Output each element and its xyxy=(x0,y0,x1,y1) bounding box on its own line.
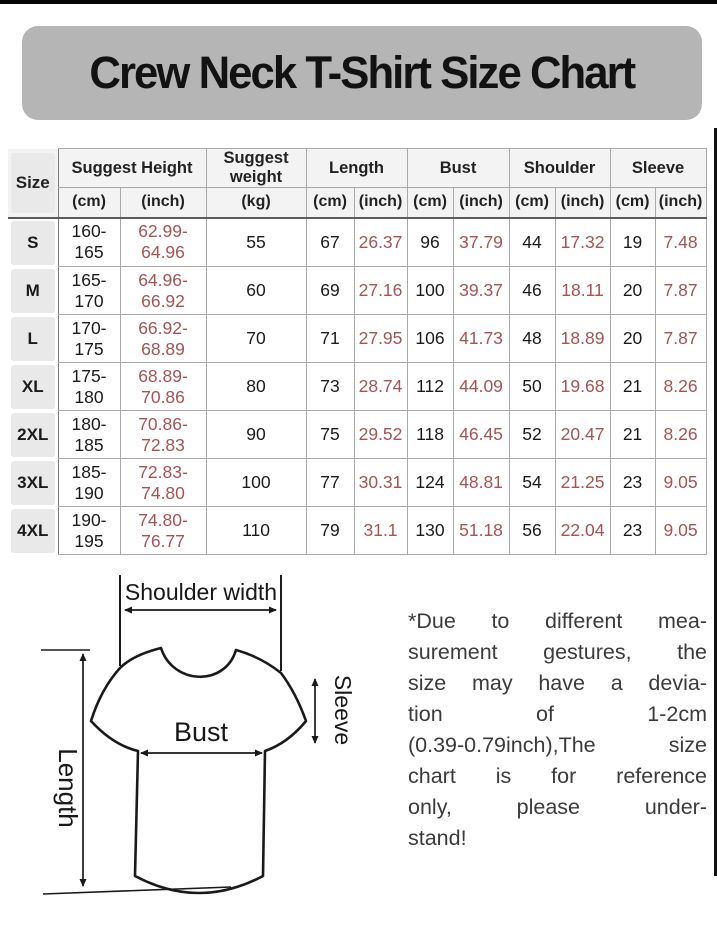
length-inch-cell: 27.16 xyxy=(354,267,407,315)
height-cm-cell: 190-195 xyxy=(58,507,120,555)
weight-kg-cell: 70 xyxy=(206,315,306,363)
shoulder-inch-cell: 18.11 xyxy=(555,267,610,315)
height-inch-cell: 66.92-68.89 xyxy=(120,315,206,363)
shoulder-cm-cell: 46 xyxy=(509,267,555,315)
note-line: only, please under- xyxy=(408,795,707,819)
sleeve-cm-cell: 21 xyxy=(610,411,655,459)
top-edge-bar xyxy=(0,0,717,4)
unit-inch-header: (inch) xyxy=(120,188,206,218)
sleeve-cm-cell: 23 xyxy=(610,459,655,507)
shoulder-width-label: Shoulder width xyxy=(124,579,278,605)
height-inch-cell: 68.89-70.86 xyxy=(120,363,206,411)
unit-kg-header: (kg) xyxy=(206,188,306,218)
shoulder-cm-cell: 54 xyxy=(509,459,555,507)
height-inch-cell: 72.83-74.80 xyxy=(120,459,206,507)
length-cm-cell: 73 xyxy=(306,363,354,411)
col-header-length: Length xyxy=(306,149,407,188)
unit-cm-header: (cm) xyxy=(58,188,120,218)
length-cm-cell: 67 xyxy=(306,218,354,267)
bust-cm-cell: 112 xyxy=(407,363,453,411)
shoulder-cm-cell: 50 xyxy=(509,363,555,411)
sleeve-cm-cell: 21 xyxy=(610,363,655,411)
note-line: stand! xyxy=(408,826,467,850)
weight-kg-cell: 80 xyxy=(206,363,306,411)
size-chip: S xyxy=(11,221,55,265)
length-inch-cell: 26.37 xyxy=(354,218,407,267)
shoulder-inch-cell: 18.89 xyxy=(555,315,610,363)
unit-cm-header: (cm) xyxy=(407,188,453,218)
size-cell xyxy=(8,507,58,555)
units-row xyxy=(8,188,706,218)
sleeve-inch-cell: 7.87 xyxy=(655,315,706,363)
note-line: *Due to different mea- xyxy=(408,609,707,633)
length-inch-cell: 29.52 xyxy=(354,411,407,459)
bust-inch-cell: 44.09 xyxy=(453,363,509,411)
col-header-suggest-weight: Suggest weight xyxy=(206,149,306,188)
col-header-shoulder: Shoulder xyxy=(509,149,610,188)
sleeve-cm-cell: 19 xyxy=(610,218,655,267)
height-cm-cell: 175-180 xyxy=(58,363,120,411)
col-header-suggest-height: Suggest Height xyxy=(58,149,206,188)
note-line: size may have a devia- xyxy=(408,671,707,695)
col-header-size xyxy=(8,149,58,218)
bust-inch-cell: 51.18 xyxy=(453,507,509,555)
shoulder-cm-cell: 48 xyxy=(509,315,555,363)
sleeve-cm-cell: 23 xyxy=(610,507,655,555)
length-inch-cell: 31.1 xyxy=(354,507,407,555)
sleeve-cm-cell: 20 xyxy=(610,267,655,315)
length-inch-cell: 30.31 xyxy=(354,459,407,507)
note-line: tion of 1-2cm xyxy=(408,702,707,726)
bust-inch-cell: 48.81 xyxy=(453,459,509,507)
size-table-body xyxy=(8,218,706,555)
bust-cm-cell: 118 xyxy=(407,411,453,459)
weight-kg-cell: 60 xyxy=(206,267,306,315)
height-cm-cell: 160-165 xyxy=(58,218,120,267)
unit-inch-header: (inch) xyxy=(453,188,509,218)
unit-cm-header: (cm) xyxy=(610,188,655,218)
unit-inch-header: (inch) xyxy=(655,188,706,218)
bust-label: Bust xyxy=(173,717,229,747)
bust-cm-cell: 124 xyxy=(407,459,453,507)
shoulder-inch-cell: 22.04 xyxy=(555,507,610,555)
sleeve-inch-cell: 8.26 xyxy=(655,411,706,459)
table-row xyxy=(8,411,706,459)
bust-inch-cell: 39.37 xyxy=(453,267,509,315)
sleeve-label: Sleeve xyxy=(330,674,356,746)
shoulder-inch-cell: 21.25 xyxy=(555,459,610,507)
bust-cm-cell: 106 xyxy=(407,315,453,363)
table-row xyxy=(8,507,706,555)
header-row xyxy=(8,149,706,188)
shoulder-inch-cell: 20.47 xyxy=(555,411,610,459)
unit-inch-header: (inch) xyxy=(354,188,407,218)
unit-inch-header: (inch) xyxy=(555,188,610,218)
length-inch-cell: 28.74 xyxy=(354,363,407,411)
bust-inch-cell: 37.79 xyxy=(453,218,509,267)
table-row xyxy=(8,267,706,315)
size-chip: 4XL xyxy=(11,509,55,553)
height-cm-cell: 185-190 xyxy=(58,459,120,507)
shoulder-inch-cell: 17.32 xyxy=(555,218,610,267)
bust-cm-cell: 96 xyxy=(407,218,453,267)
height-inch-cell: 62.99-64.96 xyxy=(120,218,206,267)
table-row xyxy=(8,363,706,411)
tshirt-measure-diagram xyxy=(33,563,405,919)
length-cm-cell: 79 xyxy=(306,507,354,555)
bust-cm-cell: 100 xyxy=(407,267,453,315)
size-chip: 3XL xyxy=(11,461,55,505)
height-inch-cell: 70.86-72.83 xyxy=(120,411,206,459)
note-line: (0.39-0.79inch),The size xyxy=(408,733,707,757)
sleeve-inch-cell: 7.87 xyxy=(655,267,706,315)
weight-kg-cell: 55 xyxy=(206,218,306,267)
height-cm-cell: 170-175 xyxy=(58,315,120,363)
weight-kg-cell: 110 xyxy=(206,507,306,555)
sleeve-inch-cell: 7.48 xyxy=(655,218,706,267)
length-inch-cell: 27.95 xyxy=(354,315,407,363)
size-chip: M xyxy=(11,269,55,313)
shoulder-inch-cell: 19.68 xyxy=(555,363,610,411)
sleeve-inch-cell: 9.05 xyxy=(655,507,706,555)
size-header-chip: Size xyxy=(11,153,55,213)
note-line: surement gestures, the xyxy=(408,640,707,664)
tshirt-outline xyxy=(91,648,306,893)
table-row xyxy=(8,218,706,267)
page-title: Crew Neck T-Shirt Size Chart xyxy=(89,47,635,98)
col-header-bust: Bust xyxy=(407,149,509,188)
bust-inch-cell: 46.45 xyxy=(453,411,509,459)
size-chip: XL xyxy=(11,365,55,409)
note-text xyxy=(408,606,707,854)
sleeve-inch-cell: 9.05 xyxy=(655,459,706,507)
size-chart-table xyxy=(8,148,707,555)
sleeve-cm-cell: 20 xyxy=(610,315,655,363)
shoulder-cm-cell: 56 xyxy=(509,507,555,555)
height-inch-cell: 64.96-66.92 xyxy=(120,267,206,315)
unit-cm-header: (cm) xyxy=(306,188,354,218)
size-cell xyxy=(8,218,58,267)
length-cm-cell: 77 xyxy=(306,459,354,507)
weight-kg-cell: 100 xyxy=(206,459,306,507)
table-row xyxy=(8,459,706,507)
length-label: Length xyxy=(53,748,83,828)
size-cell xyxy=(8,363,58,411)
size-cell xyxy=(8,315,58,363)
length-cm-cell: 75 xyxy=(306,411,354,459)
size-chip: 2XL xyxy=(11,413,55,457)
title-banner xyxy=(22,26,702,120)
sleeve-inch-cell: 8.26 xyxy=(655,363,706,411)
bust-inch-cell: 41.73 xyxy=(453,315,509,363)
length-cm-cell: 69 xyxy=(306,267,354,315)
size-chip: L xyxy=(11,317,55,361)
weight-kg-cell: 90 xyxy=(206,411,306,459)
size-cell xyxy=(8,267,58,315)
table-row xyxy=(8,315,706,363)
height-cm-cell: 165-170 xyxy=(58,267,120,315)
height-inch-cell: 74.80-76.77 xyxy=(120,507,206,555)
unit-cm-header: (cm) xyxy=(509,188,555,218)
bust-cm-cell: 130 xyxy=(407,507,453,555)
note-line: chart is for reference xyxy=(408,764,707,788)
shoulder-cm-cell: 52 xyxy=(509,411,555,459)
col-header-sleeve: Sleeve xyxy=(610,149,706,188)
size-cell xyxy=(8,411,58,459)
length-cm-cell: 71 xyxy=(306,315,354,363)
height-cm-cell: 180-185 xyxy=(58,411,120,459)
shoulder-cm-cell: 44 xyxy=(509,218,555,267)
size-cell xyxy=(8,459,58,507)
